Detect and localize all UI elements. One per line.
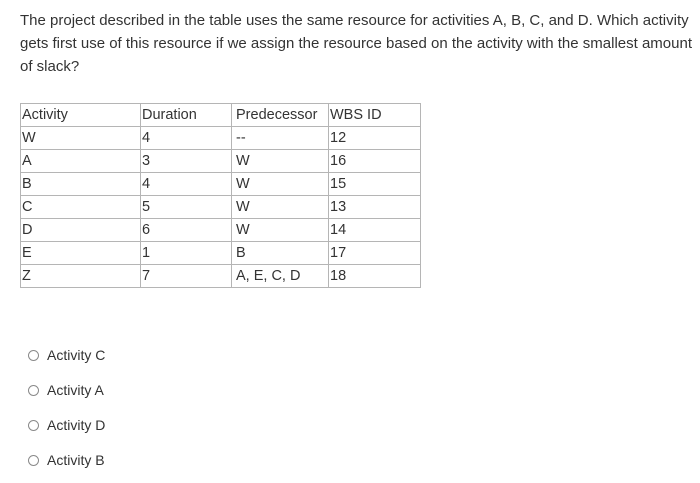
cell-wbs-id: 12 bbox=[329, 127, 421, 150]
answer-options bbox=[28, 343, 105, 483]
option-activity-d[interactable] bbox=[28, 413, 105, 437]
cell-wbs-id: 13 bbox=[329, 196, 421, 219]
cell-wbs-id: 18 bbox=[329, 265, 421, 288]
table-header-row bbox=[21, 104, 421, 127]
cell-predecessor: -- bbox=[232, 127, 329, 150]
cell-predecessor: W bbox=[232, 150, 329, 173]
question-text: The project described in the table uses the same resource for activities A, B, C, and D. Which activity gets first use of this resource if we assign the resource based on the activity with the smallest amount of slack? bbox=[20, 12, 692, 75]
header-activity: Activity bbox=[21, 104, 141, 127]
radio-button-icon[interactable] bbox=[28, 350, 39, 361]
cell-duration: 3 bbox=[141, 150, 232, 173]
table-row bbox=[21, 242, 421, 265]
cell-predecessor: W bbox=[232, 219, 329, 242]
activity-table bbox=[20, 103, 421, 288]
cell-duration: 4 bbox=[141, 173, 232, 196]
cell-predecessor: B bbox=[232, 242, 329, 265]
cell-duration: 6 bbox=[141, 219, 232, 242]
header-wbs-id: WBS ID bbox=[329, 104, 421, 127]
table-row bbox=[21, 127, 421, 150]
cell-predecessor: A, E, C, D bbox=[232, 265, 329, 288]
cell-duration: 4 bbox=[141, 127, 232, 150]
cell-activity: D bbox=[21, 219, 141, 242]
option-label: Activity B bbox=[47, 452, 105, 468]
option-activity-a[interactable] bbox=[28, 378, 105, 402]
cell-duration: 1 bbox=[141, 242, 232, 265]
cell-activity: W bbox=[21, 127, 141, 150]
cell-duration: 7 bbox=[141, 265, 232, 288]
option-label: Activity A bbox=[47, 382, 104, 398]
option-label: Activity C bbox=[47, 347, 106, 363]
cell-wbs-id: 17 bbox=[329, 242, 421, 265]
cell-wbs-id: 15 bbox=[329, 173, 421, 196]
cell-wbs-id: 16 bbox=[329, 150, 421, 173]
radio-button-icon[interactable] bbox=[28, 385, 39, 396]
table-row bbox=[21, 150, 421, 173]
table-row bbox=[21, 219, 421, 242]
cell-duration: 5 bbox=[141, 196, 232, 219]
cell-activity: B bbox=[21, 173, 141, 196]
option-label: Activity D bbox=[47, 417, 106, 433]
cell-wbs-id: 14 bbox=[329, 219, 421, 242]
option-activity-b[interactable] bbox=[28, 448, 105, 472]
cell-activity: A bbox=[21, 150, 141, 173]
cell-predecessor: W bbox=[232, 196, 329, 219]
table-row bbox=[21, 173, 421, 196]
header-predecessor: Predecessor bbox=[232, 104, 329, 127]
cell-activity: C bbox=[21, 196, 141, 219]
radio-button-icon[interactable] bbox=[28, 420, 39, 431]
cell-activity: E bbox=[21, 242, 141, 265]
cell-predecessor: W bbox=[232, 173, 329, 196]
option-activity-c[interactable] bbox=[28, 343, 105, 367]
cell-activity: Z bbox=[21, 265, 141, 288]
header-duration: Duration bbox=[141, 104, 232, 127]
table-row bbox=[21, 196, 421, 219]
table-row bbox=[21, 265, 421, 288]
radio-button-icon[interactable] bbox=[28, 455, 39, 466]
